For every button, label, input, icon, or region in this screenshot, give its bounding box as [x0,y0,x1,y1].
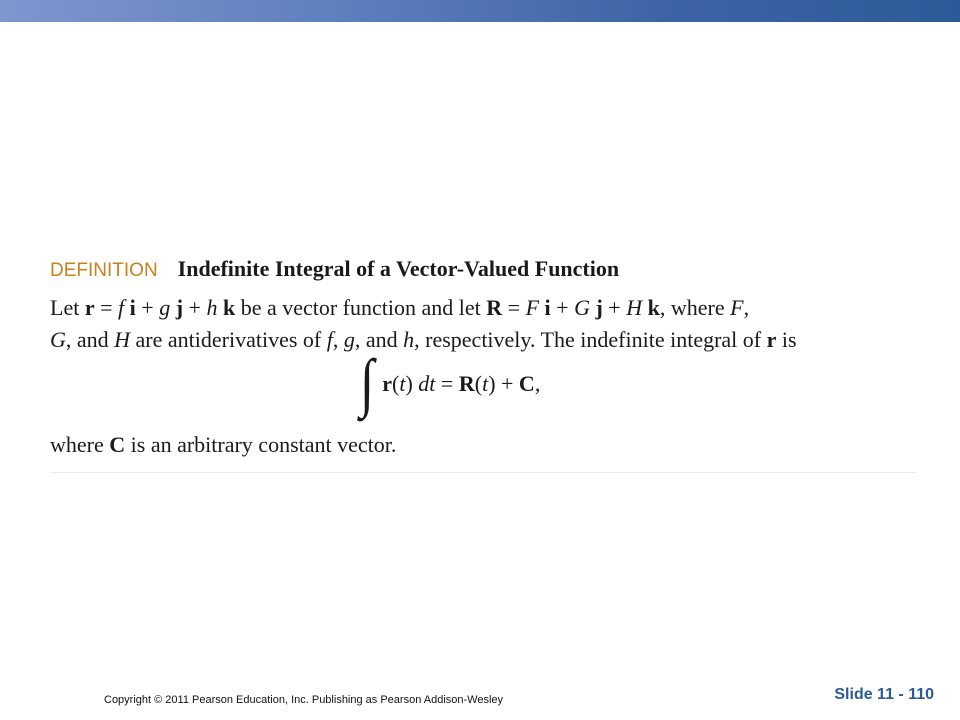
definition-box [50,252,916,473]
definition-line-2: G, and H are antiderivatives of f, g, and h, respectively. The indefinite integral of r is [50,327,797,352]
definition-line-1: Let r = f i + g j + h k be a vector function and let R = F i + G j + H k, where F, [50,295,750,320]
definition-paragraph [50,292,916,356]
equation-body: r(t) dt = R(t) + C, [382,371,541,396]
copyright-text: Copyright © 2011 Pearson Education, Inc. Publishing as Pearson Addison-Wesley [104,694,504,706]
definition-title: Indefinite Integral of a Vector-Valued Function [177,256,620,281]
slide-number: Slide 11 - 110 [834,686,934,703]
definition-heading [50,256,619,282]
definition-label: DEFINITION [50,260,158,281]
integral-equation [360,347,541,419]
definition-closing: where C is an arbitrary constant vector. [50,432,397,457]
integral-sign: ∫ [360,347,375,419]
header-gradient-bar [0,0,960,22]
